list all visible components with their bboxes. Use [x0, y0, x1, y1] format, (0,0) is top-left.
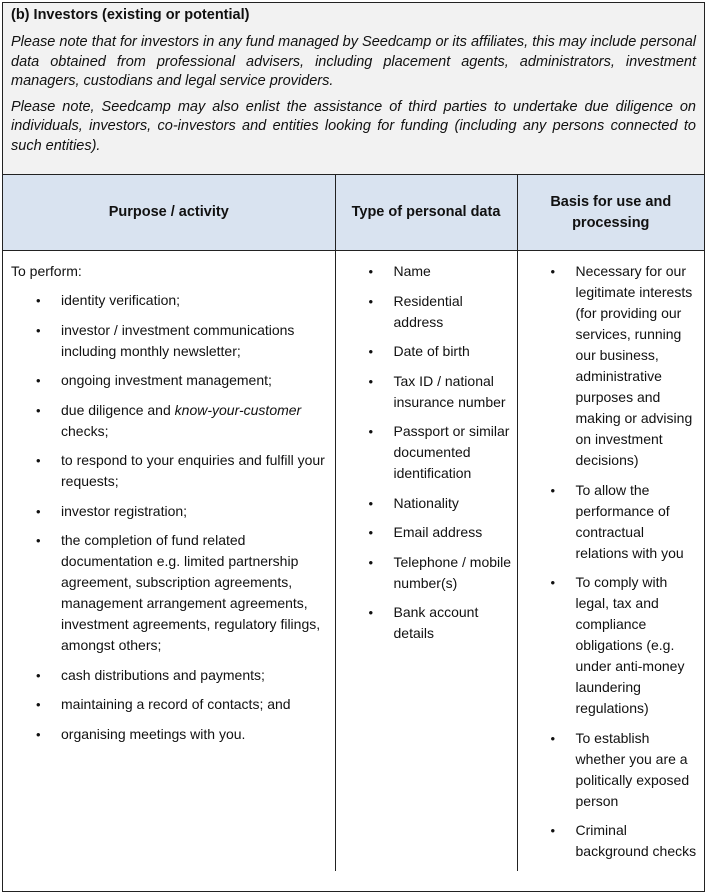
- privacy-notice-section: [2, 2, 705, 892]
- data-type-item: [344, 493, 513, 514]
- data-type-list: [344, 261, 513, 644]
- bullet-icon: •: [36, 533, 41, 548]
- bullet-icon: •: [550, 264, 556, 279]
- bullet-icon: •: [550, 482, 556, 498]
- purpose-item: [11, 530, 327, 656]
- purpose-item-text: ongoing investment management;: [61, 372, 272, 388]
- bullet-icon: •: [36, 453, 41, 468]
- table-row: [3, 251, 704, 871]
- basis-item: [526, 261, 701, 471]
- purpose-item-text: maintaining a record of contacts; and: [61, 696, 291, 712]
- purpose-item-text: due diligence and: [61, 401, 175, 418]
- purpose-cell: [3, 251, 335, 871]
- bullet-icon: •: [368, 373, 374, 389]
- data-type-item: [344, 552, 513, 594]
- bullet-icon: •: [368, 424, 374, 439]
- purpose-item: [11, 665, 327, 686]
- purpose-item-text: identity verification;: [61, 292, 181, 308]
- data-type-item-text: Telephone / mobile number(s): [393, 553, 512, 591]
- bullet-icon: •: [36, 293, 41, 308]
- data-type-item-text: Nationality: [393, 494, 459, 511]
- basis-list: [526, 261, 701, 862]
- purpose-item: [11, 450, 327, 492]
- bullet-icon: •: [368, 344, 374, 359]
- data-type-item-text: Tax ID / national insurance number: [393, 372, 506, 410]
- bullet-icon: •: [36, 697, 41, 712]
- purpose-item: [11, 694, 327, 715]
- data-type-item-text: Email address: [393, 524, 483, 540]
- purpose-item-text: investor / investment communications including monthly newsletter;: [61, 321, 295, 359]
- purpose-item-text: organising meetings with you.: [61, 725, 246, 742]
- data-processing-table: [3, 175, 704, 871]
- bullet-icon: •: [368, 525, 374, 540]
- basis-item: [526, 572, 701, 719]
- data-type-item-text: Passport or similar documented identification: [393, 423, 510, 481]
- purpose-item: [11, 320, 327, 362]
- header-data-type: Type of personal data: [335, 175, 517, 251]
- data-type-item: [344, 261, 513, 282]
- bullet-icon: •: [368, 605, 374, 620]
- basis-cell: [517, 251, 704, 871]
- basis-item-text: To establish whether you are a politically exposed person: [575, 729, 690, 809]
- purpose-lead: To perform:: [11, 263, 82, 279]
- section-title: (b) Investors (existing or potential): [11, 7, 250, 23]
- bullet-icon: •: [368, 554, 374, 570]
- note-fund-investors: Please note that for investors in any fund managed by Seedcamp or its affiliates, this may include personal data obtained from professional advisers, including placement agents, administrators, investment managers, custodians and legal service providers.: [11, 34, 696, 89]
- bullet-icon: •: [36, 726, 41, 742]
- purpose-list: [11, 290, 327, 745]
- purpose-item-text: investor registration;: [61, 502, 188, 519]
- bullet-icon: •: [36, 322, 41, 338]
- bullet-icon: •: [550, 730, 556, 746]
- data-type-item-text: Bank account details: [393, 604, 479, 641]
- data-type-item: [344, 371, 513, 413]
- bullet-icon: •: [36, 373, 41, 388]
- basis-item-text: Necessary for our legitimate interests (for providing our services, running our business, administrative purposes and making or advising on investment decisions): [575, 263, 693, 468]
- data-type-item-text: Date of birth: [393, 343, 470, 359]
- bullet-icon: •: [36, 667, 41, 683]
- purpose-item: [11, 400, 327, 442]
- purpose-item-text: the completion of fund related documentation e.g. limited partnership agreement, subscription agreements, management arrangement agreements, investment agreements, regulatory filings, amongst others;: [61, 532, 321, 653]
- basis-item: [526, 480, 701, 564]
- purpose-item-kyc: know-your-customer: [174, 401, 302, 418]
- basis-item-text: To allow the performance of contractual relations with you: [575, 481, 684, 561]
- bullet-icon: •: [550, 575, 556, 590]
- basis-item-text: Criminal background checks: [575, 822, 697, 859]
- data-type-item: [344, 291, 513, 333]
- header-purpose: Purpose / activity: [3, 175, 335, 251]
- purpose-item-kyc-tail: checks;: [61, 422, 109, 439]
- basis-item-text: To comply with legal, tax and compliance obligations (e.g. under anti-money laundering regulations): [575, 574, 685, 716]
- purpose-item-text: to respond to your enquiries and fulfill your requests;: [61, 452, 325, 489]
- bullet-icon: •: [36, 503, 41, 519]
- purpose-item: [11, 290, 327, 311]
- purpose-item: [11, 370, 327, 391]
- data-type-item: [344, 341, 513, 362]
- data-type-item: [344, 602, 513, 644]
- data-type-item: [344, 421, 513, 484]
- data-type-item-text: Residential address: [393, 292, 463, 330]
- basis-item: [526, 820, 701, 862]
- data-type-cell: [335, 251, 517, 871]
- data-type-item-text: Name: [393, 263, 431, 279]
- purpose-item-text: cash distributions and payments;: [61, 666, 265, 683]
- bullet-icon: •: [368, 264, 374, 279]
- header-basis: Basis for use and processing: [517, 175, 704, 251]
- basis-item: [526, 728, 701, 812]
- bullet-icon: •: [368, 495, 374, 511]
- note-due-diligence: Please note, Seedcamp may also enlist the assistance of third parties to undertake due diligence on individuals, investors, co-investors and entities looking for funding (including any persons connected to such entities).: [11, 98, 696, 154]
- bullet-icon: •: [36, 402, 41, 418]
- section-intro: [3, 3, 704, 175]
- data-type-item: [344, 522, 513, 543]
- bullet-icon: •: [368, 293, 374, 309]
- bullet-icon: •: [550, 823, 556, 838]
- purpose-item: [11, 501, 327, 522]
- table-header-row: [3, 175, 704, 251]
- purpose-item: [11, 724, 327, 745]
